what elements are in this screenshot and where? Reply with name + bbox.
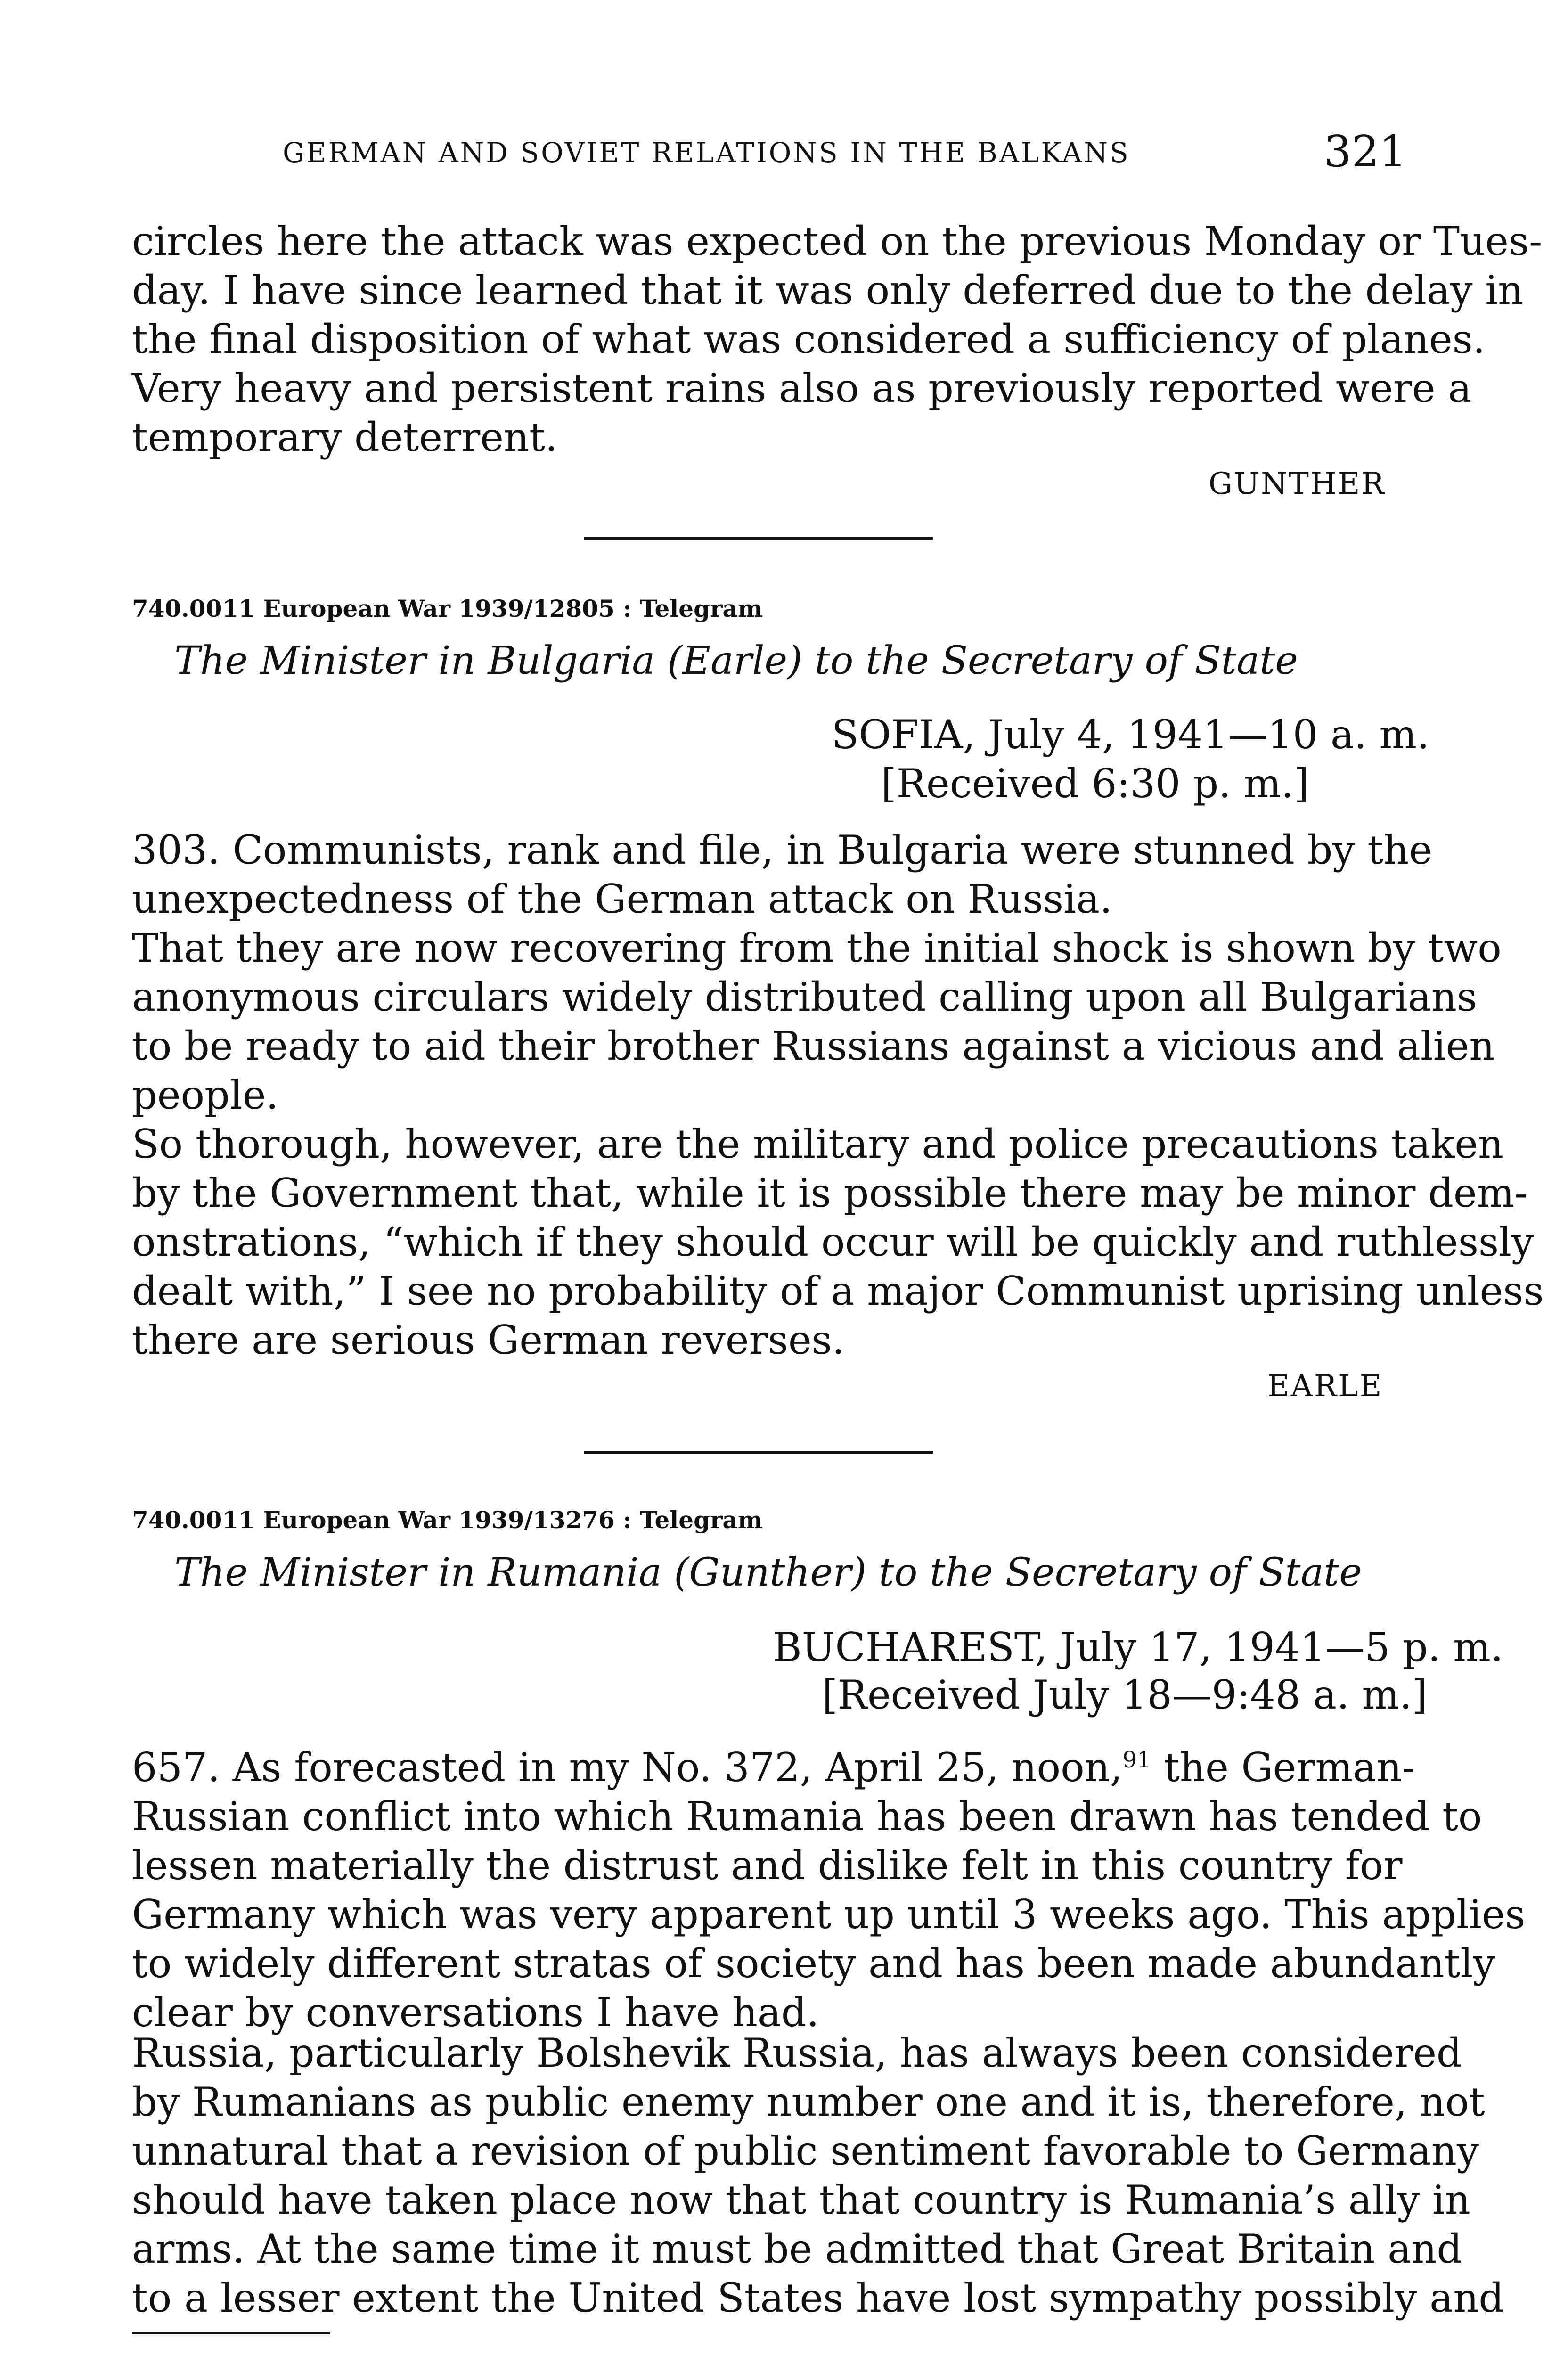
- text-line: people.: [132, 1072, 279, 1118]
- footnote-reference: 91: [1122, 1747, 1152, 1773]
- continued-paragraph: [132, 217, 1543, 462]
- text-line: Russia, particularly Bolshevik Russia, has always been considered: [132, 2030, 1462, 2076]
- doc2-dateline: BUCHAREST, July 17, 1941—5 p. m.: [773, 1624, 1503, 1670]
- text-line: to be ready to aid their brother Russians against a vicious and alien: [132, 1023, 1495, 1069]
- text-line: the final disposition of what was considered a sufficiency of planes.: [132, 316, 1486, 362]
- text-line: onstrations, “which if they should occur will be quickly and ruthlessly: [132, 1219, 1534, 1265]
- text-line: circles here the attack was expected on the previous Monday or Tues-: [132, 218, 1543, 264]
- text-line: So thorough, however, are the military and police precautions taken: [132, 1121, 1504, 1167]
- section-divider: [584, 537, 933, 540]
- text-line: to a lesser extent the United States have lost sympathy possibly and: [132, 2275, 1504, 2321]
- text-line: dealt with,” I see no probability of a major Communist uprising unless: [132, 1268, 1544, 1314]
- doc1-dateline: SOFIA, July 4, 1941—10 a. m.: [832, 712, 1429, 758]
- text-line: by the Government that, while it is possible there may be minor dem-: [132, 1170, 1528, 1216]
- text-line: temporary deterrent.: [132, 414, 558, 460]
- doc1-paragraph-3: [132, 1120, 1544, 1365]
- doc1-received: [Received 6:30 p. m.]: [881, 761, 1309, 807]
- text-line: Russian conflict into which Rumania has been drawn has tended to: [132, 1793, 1482, 1840]
- text-line: Very heavy and persistent rains also as previously reported were a: [132, 365, 1472, 411]
- signature-gunther: GUNTHER: [1209, 466, 1386, 501]
- page-number: 321: [1324, 126, 1407, 177]
- doc2-reference: 740.0011 European War 1939/13276 : Telegram: [132, 1506, 763, 1534]
- running-header: GERMAN AND SOVIET RELATIONS IN THE BALKANS: [283, 137, 1130, 169]
- doc2-paragraph-2: [132, 2029, 1504, 2323]
- text-line: lessen materially the distrust and dislike felt in this country for: [132, 1842, 1403, 1889]
- doc1-paragraph-2: [132, 924, 1502, 1120]
- text-line: to widely different stratas of society and has been made abundantly: [132, 1940, 1495, 1987]
- text-line: anonymous circulars widely distributed calling upon all Bulgarians: [132, 974, 1478, 1020]
- doc2-received: [Received July 18—9:48 a. m.]: [822, 1672, 1428, 1718]
- doc2-title: The Minister in Rumania (Gunther) to the Secretary of State: [174, 1550, 1362, 1595]
- text-line: unexpectedness of the German attack on Russia.: [132, 876, 1112, 922]
- text-segment: the German-: [1151, 1744, 1415, 1791]
- doc1-paragraph-1: [132, 826, 1432, 924]
- doc1-title: The Minister in Bulgaria (Earle) to the Secretary of State: [174, 638, 1298, 683]
- text-line: by Rumanians as public enemy number one and it is, therefore, not: [132, 2079, 1485, 2125]
- doc2-paragraph-1: [132, 1735, 1526, 2037]
- text-line: arms. At the same time it must be admitted that Great Britain and: [132, 2226, 1462, 2272]
- text-line: 303. Communists, rank and file, in Bulgaria were stunned by the: [132, 827, 1432, 873]
- signature-earle: EARLE: [1267, 1369, 1383, 1404]
- text-line: That they are now recovering from the initial shock is shown by two: [132, 925, 1502, 971]
- doc1-reference: 740.0011 European War 1939/12805 : Telegram: [132, 595, 763, 622]
- text-line: should have taken place now that that country is Rumania’s ally in: [132, 2177, 1470, 2223]
- text-line: Germany which was very apparent up until 3 weeks ago. This applies: [132, 1891, 1526, 1938]
- text-line: day. I have since learned that it was only deferred due to the delay in: [132, 267, 1524, 313]
- text-line: unnatural that a revision of public sentiment favorable to Germany: [132, 2128, 1479, 2174]
- text-segment: 657. As forecasted in my No. 372, April 25, noon,: [132, 1744, 1123, 1791]
- section-divider: [584, 1451, 933, 1454]
- text-line: [132, 1735, 1415, 1792]
- text-line: there are serious German reverses.: [132, 1317, 845, 1363]
- footnote-rule: [132, 2332, 330, 2334]
- text-line: clear by conversations I have had.: [132, 1989, 819, 2036]
